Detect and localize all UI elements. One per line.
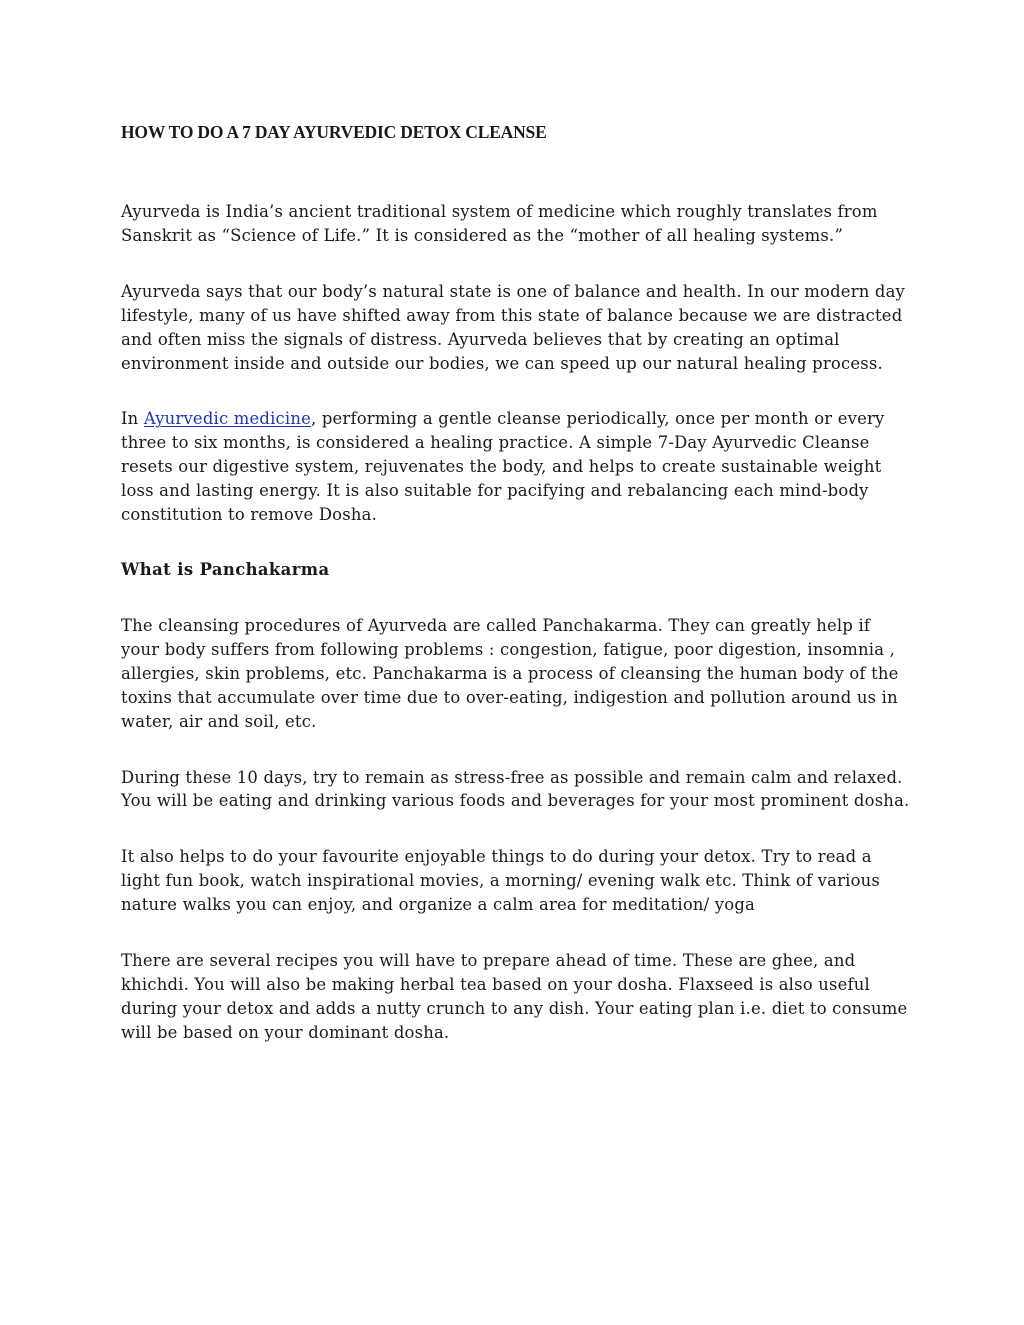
section-heading-panchakarma: What is Panchakarma (121, 559, 330, 579)
recipes-paragraph: There are several recipes you will have to prepare ahead of time. These are ghee, and khichdi. You will also be making herbal tea based on your dosha. Flaxseed is also useful during your detox and adds a nutty crunch to any dish. Your eating plan i.e. diet to consume will be based on your dominant dosha. (121, 951, 908, 1042)
intro-paragraph: Ayurveda is India’s ancient traditional system of medicine which roughly translates from Sanskrit as “Science of Life.” It is considered as the “mother of all healing systems.” (121, 202, 878, 245)
enjoyable-things-paragraph: It also helps to do your favourite enjoyable things to do during your detox. Try to read a light fun book, watch inspirational movies, a morning/ evening walk etc. Think of various nature walks you can enjoy, and organize a calm area for meditation/ yoga (121, 847, 881, 915)
cleanse-paragraph-text: , performing a gentle cleanse periodically, once per month or every three to six months, is considered a healing practice. A simple 7-Day Ayurvedic Cleanse resets our digestive system, rejuvenates the body, and helps to create sustainable weight loss and lasting energy. It is also suitable for pacifying and rebalancing each mind-body constitution to remove Dosha. (121, 409, 885, 525)
document-page (121, 118, 911, 1045)
cleanse-paragraph (121, 407, 911, 527)
panchakarma-paragraph: The cleansing procedures of Ayurveda are called Panchakarma. They can greatly help if your body suffers from following problems : congestion, fatigue, poor digestion, insomnia , allergies, skin problems, etc. Panchakarma is a process of cleansing the human body of the toxins that accumulate over time due to over-eating, indigestion and pollution around us in water, air and soil, etc. (121, 615, 899, 731)
balance-paragraph: Ayurveda says that our body’s natural state is one of balance and health. In our modern day lifestyle, many of us have shifted away from this state of balance because we are distracted and often miss the signals of distress. Ayurveda believes that by creating an optimal environment inside and outside our bodies, we can speed up our natural healing process. (121, 281, 906, 373)
document-title: HOW TO DO A 7 DAY AYURVEDIC DETOX CLEANSE (121, 122, 547, 142)
stress-free-paragraph: During these 10 days, try to remain as stress-free as possible and remain calm and relaxed. You will be eating and drinking various foods and beverages for your most prominent dosha. (121, 767, 910, 811)
cleanse-paragraph-prefix: In (121, 409, 144, 429)
ayurvedic-medicine-link[interactable]: Ayurvedic medicine (143, 409, 312, 429)
